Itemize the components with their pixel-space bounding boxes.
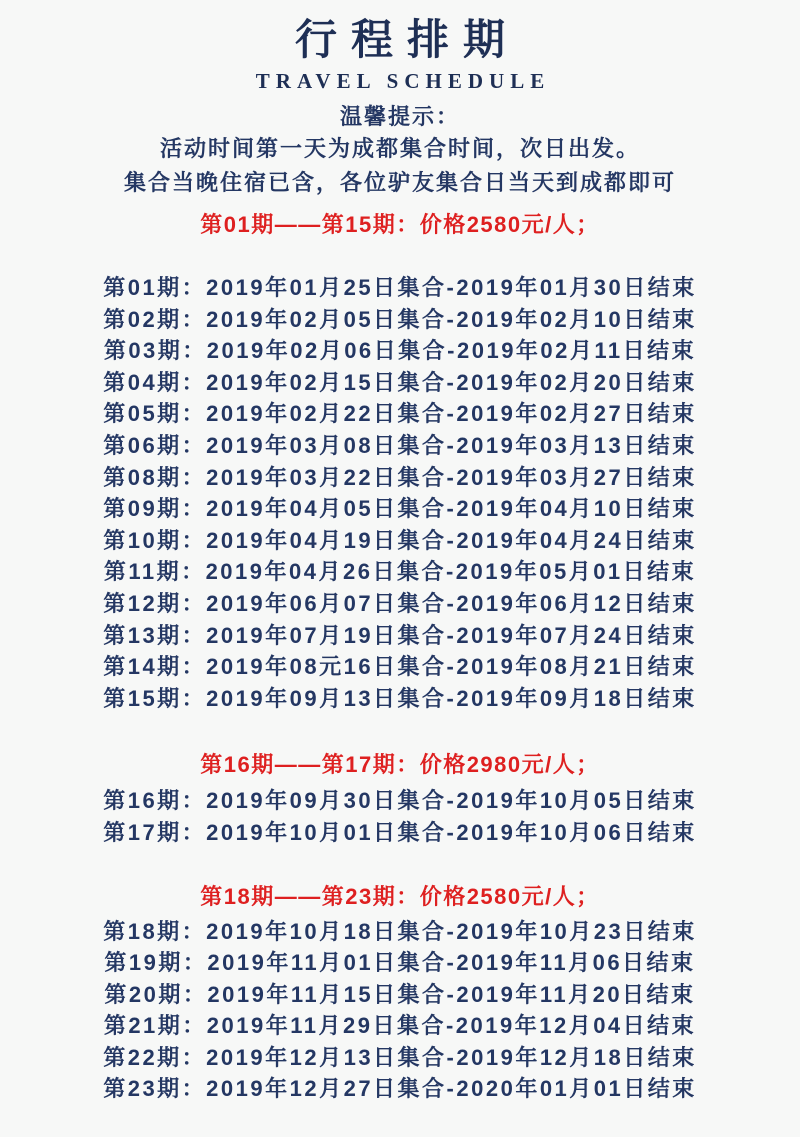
schedule-row: 第23期：2019年12月27日集合-2020年01月01日结束: [103, 1076, 697, 1102]
schedule-rows-section-3: [0, 916, 800, 1106]
schedule-row: 第10期：2019年04月19日集合-2019年04月24日结束: [103, 527, 697, 553]
schedule-row: 第18期：2019年10月18日集合-2019年10月23日结束: [103, 918, 697, 944]
schedule-row: 第20期：2019年11月15日集合-2019年11月20日结束: [104, 981, 696, 1007]
schedule-row: 第11期：2019年04月26日集合-2019年05月01日结束: [103, 559, 697, 585]
schedule-row: 第22期：2019年12月13日集合-2019年12月18日结束: [103, 1044, 697, 1070]
schedule-row: 第05期：2019年02月22日集合-2019年02月27日结束: [103, 401, 697, 427]
schedule-row: 第02期：2019年02月05日集合-2019年02月10日结束: [103, 306, 697, 332]
page-title: 行程排期: [294, 16, 519, 63]
schedule-row: 第16期：2019年09月30日集合-2019年10月05日结束: [103, 788, 697, 814]
schedule-row: 第06期：2019年03月08日集合-2019年03月13日结束: [103, 432, 697, 458]
page-subtitle: TRAVEL SCHEDULE: [255, 69, 551, 93]
schedule-row: 第14期：2019年08元16日集合-2019年08月21日结束: [103, 654, 697, 680]
notice-line-2: 集合当晚住宿已含，各位驴友集合日当天到成都即可: [123, 170, 676, 195]
schedule-row: 第12期：2019年06月07日集合-2019年06月12日结束: [103, 590, 697, 616]
schedule-row: 第13期：2019年07月19日集合-2019年07月24日结束: [103, 622, 697, 648]
schedule-rows-section-2: [0, 785, 800, 848]
schedule-row: 第08期：2019年03月22日集合-2019年03月27日结束: [103, 464, 697, 490]
price-heading-section-2: 第16期——第17期：价格2980元/人；: [200, 752, 600, 778]
schedule-row: 第15期：2019年09月13日集合-2019年09月18日结束: [103, 685, 697, 711]
schedule-row: 第04期：2019年02月15日集合-2019年02月20日结束: [103, 369, 697, 395]
notice-label: 温馨提示：: [339, 104, 460, 129]
price-heading-section-3: 第18期——第23期：价格2580元/人；: [200, 883, 600, 909]
schedule-row: 第21期：2019年11月29日集合-2019年12月04日结束: [103, 1013, 697, 1039]
schedule-row: 第01期：2019年01月25日集合-2019年01月30日结束: [103, 275, 697, 300]
schedule-row: 第09期：2019年04月05日集合-2019年04月10日结束: [103, 496, 697, 522]
schedule-row: 第03期：2019年02月06日集合-2019年02月11日结束: [103, 338, 697, 364]
schedule-rows-section-1: [0, 272, 800, 714]
schedule-row: 第19期：2019年11月01日集合-2019年11月06日结束: [104, 950, 696, 976]
notice-line-1: 活动时间第一天为成都集合时间，次日出发。: [159, 136, 640, 161]
price-heading-section-1: 第01期——第15期：价格2580元/人；: [200, 212, 600, 237]
schedule-row: 第17期：2019年10月01日集合-2019年10月06日结束: [103, 819, 697, 845]
